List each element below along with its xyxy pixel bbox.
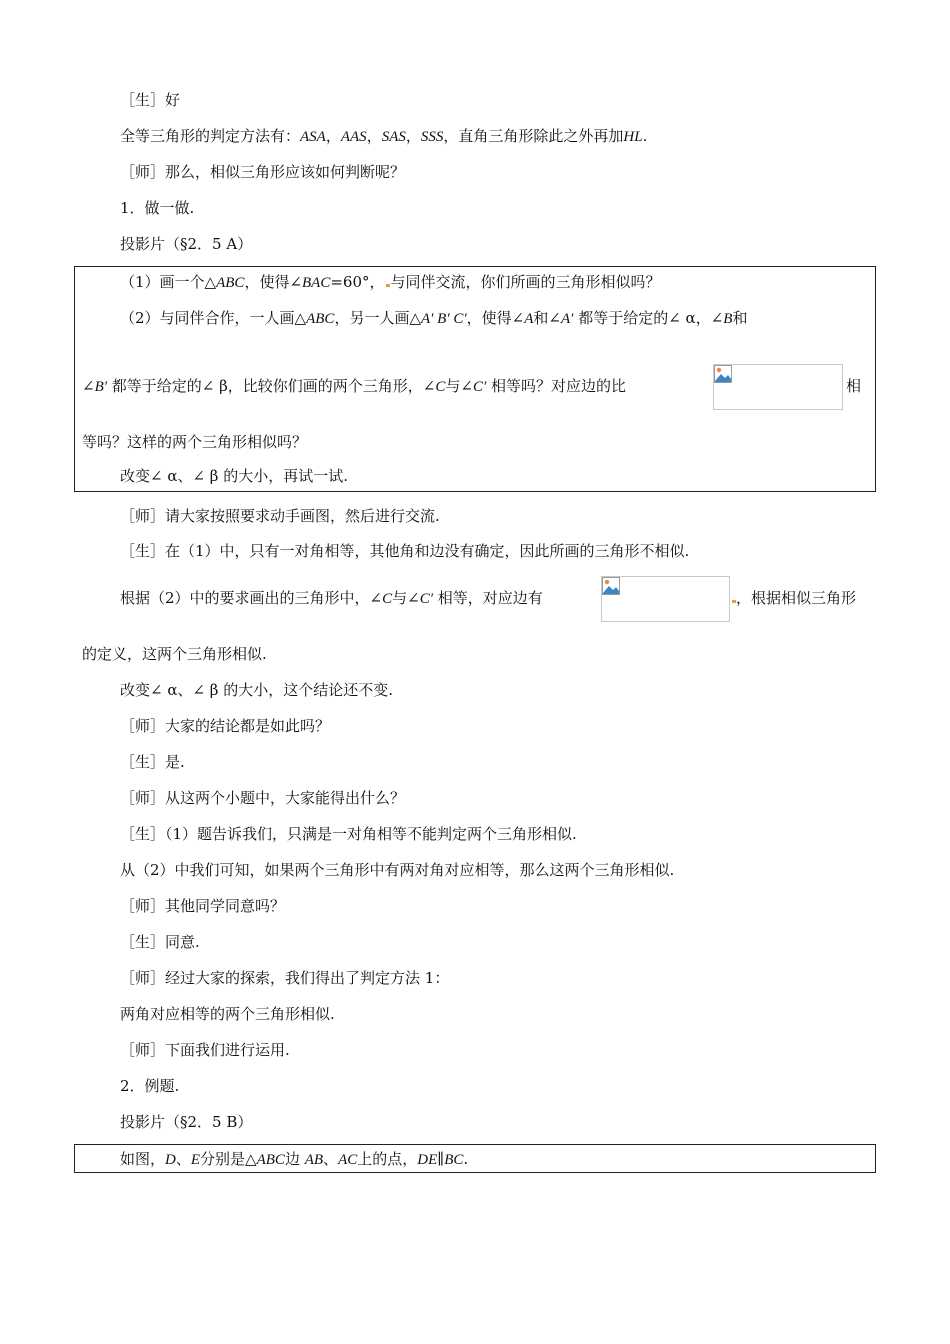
text: 相等吗？对应边的比 bbox=[486, 377, 627, 395]
math-bac: BAC bbox=[302, 275, 331, 291]
box-a-item-2 bbox=[120, 308, 747, 329]
math-aas: AAS bbox=[340, 129, 367, 145]
text: ， bbox=[366, 127, 382, 145]
section-heading-1: 1．做一做. bbox=[120, 199, 195, 217]
text: （2）与同伴合作，一人画△ bbox=[120, 309, 307, 327]
marker bbox=[386, 284, 390, 287]
text: 根据（2）中的要求画出的三角形中，∠ bbox=[120, 589, 383, 607]
paragraph: ［生］同意. bbox=[120, 933, 200, 951]
paragraph: ［师］从这两个小题中，大家能得出什么？ bbox=[120, 789, 406, 807]
text: 上的点， bbox=[357, 1150, 418, 1168]
text: 都等于给定的∠ α，∠ bbox=[573, 309, 724, 327]
text: 如图， bbox=[120, 1150, 166, 1168]
math-ac: AC bbox=[338, 1152, 358, 1168]
text: ，使得∠ bbox=[466, 309, 525, 327]
math-a-prime: A′ B′ C′ bbox=[420, 311, 467, 327]
text: 边 bbox=[284, 1150, 305, 1168]
math-sss: SSS bbox=[420, 129, 444, 145]
text: . bbox=[642, 127, 648, 145]
math-bc: BC bbox=[444, 1152, 464, 1168]
section-heading-2: 2．例题. bbox=[120, 1077, 180, 1095]
text: ∠ bbox=[82, 377, 95, 395]
broken-image-icon bbox=[714, 365, 732, 383]
math-sas: SAS bbox=[381, 129, 406, 145]
math-c: C bbox=[435, 379, 446, 395]
paragraph: ［生］（1）题告诉我们，只满是一对角相等不能判定两个三角形相似. bbox=[120, 825, 577, 843]
paragraph: ［师］请大家按照要求动手画图，然后进行交流. bbox=[120, 507, 440, 525]
text: 、 bbox=[175, 1150, 191, 1168]
box-a-item-2-cont bbox=[82, 376, 626, 397]
paragraph: ［生］在（1）中，只有一对角相等，其他角和边没有确定，因此所画的三角形不相似. bbox=[120, 542, 690, 560]
math-asa: ASA bbox=[300, 129, 326, 145]
text: 和 bbox=[732, 309, 748, 327]
broken-image-icon bbox=[602, 577, 620, 595]
text: 与∠ bbox=[445, 377, 473, 395]
math-a-prime: A′ bbox=[561, 311, 574, 327]
text: ，直角三角形除此之外再加 bbox=[443, 127, 624, 145]
text: ， bbox=[325, 127, 341, 145]
box-a-item-2-cont2: 等吗？这样的两个三角形相似吗？ bbox=[82, 433, 308, 451]
slide-label-a: 投影片（§2．5 A） bbox=[120, 235, 253, 253]
paragraph-condition-2 bbox=[120, 588, 543, 609]
paragraph: 的定义，这两个三角形相似. bbox=[82, 645, 267, 663]
math-ab: AB bbox=[304, 1152, 324, 1168]
math-abc: ABC bbox=[306, 311, 335, 327]
parallel-symbol: ∥ bbox=[437, 1150, 445, 1168]
paragraph: 从（2）中我们可知，如果两个三角形中有两对角对应相等，那么这两个三角形相似. bbox=[120, 861, 675, 879]
math-abc: ABC bbox=[256, 1152, 285, 1168]
text: 都等于给定的∠ β，比较你们画的两个三角形，∠ bbox=[107, 377, 436, 395]
text: 和∠ bbox=[533, 309, 561, 327]
text: 、 bbox=[323, 1150, 339, 1168]
paragraph-theorem: 两角对应相等的两个三角形相似. bbox=[120, 1005, 335, 1023]
math-c-prime: C′ bbox=[472, 379, 487, 395]
math-c: C bbox=[382, 591, 393, 607]
box-a-change: 改变∠ α、∠ β 的大小，再试一试. bbox=[120, 467, 349, 485]
box-a-item-1 bbox=[120, 272, 661, 293]
math-hl: HL bbox=[623, 129, 643, 145]
paragraph-student-ok: ［生］好 bbox=[120, 91, 181, 109]
paragraph-tail: ，根据相似三角形 bbox=[736, 589, 857, 607]
formula-image-placeholder bbox=[713, 364, 843, 410]
paragraph-teacher-question: ［师］那么，相似三角形应该如何判断呢？ bbox=[120, 163, 406, 181]
math-de: DE bbox=[417, 1152, 438, 1168]
box-b-text bbox=[120, 1149, 468, 1170]
math-b-prime: B′ bbox=[94, 379, 108, 395]
text: . bbox=[463, 1150, 469, 1168]
text: 全等三角形的判定方法有： bbox=[120, 127, 301, 145]
math-e: E bbox=[190, 1152, 201, 1168]
text: 与同伴交流，你们所画的三角形相似吗？ bbox=[390, 273, 661, 291]
text: =60°， bbox=[330, 273, 385, 291]
paragraph: ［生］是. bbox=[120, 753, 185, 771]
text: ， bbox=[405, 127, 421, 145]
paragraph: ［师］大家的结论都是如此吗？ bbox=[120, 717, 331, 735]
math-d: D bbox=[165, 1152, 176, 1168]
text: （1）画一个△ bbox=[120, 273, 217, 291]
math-b: B bbox=[723, 311, 733, 327]
text: ，另一人画△ bbox=[334, 309, 421, 327]
paragraph: ［师］下面我们进行运用. bbox=[120, 1041, 290, 1059]
box-a-tail: 相 bbox=[846, 377, 862, 395]
text: 分别是△ bbox=[200, 1150, 257, 1168]
paragraph: ［师］经过大家的探索，我们得出了判定方法 1： bbox=[120, 969, 450, 987]
paragraph-congruence-methods bbox=[120, 126, 647, 147]
text: ，使得∠ bbox=[244, 273, 303, 291]
math-c-prime: C′ bbox=[419, 591, 434, 607]
math-a: A bbox=[524, 311, 534, 327]
formula-image-placeholder bbox=[601, 576, 730, 622]
slide-label-b: 投影片（§2．5 B） bbox=[120, 1113, 253, 1131]
paragraph: ［师］其他同学同意吗？ bbox=[120, 897, 286, 915]
paragraph: 改变∠ α、∠ β 的大小，这个结论还不变. bbox=[120, 681, 394, 699]
math-abc: ABC bbox=[216, 275, 245, 291]
text: 与∠ bbox=[392, 589, 420, 607]
text: 相等，对应边有 bbox=[433, 589, 543, 607]
